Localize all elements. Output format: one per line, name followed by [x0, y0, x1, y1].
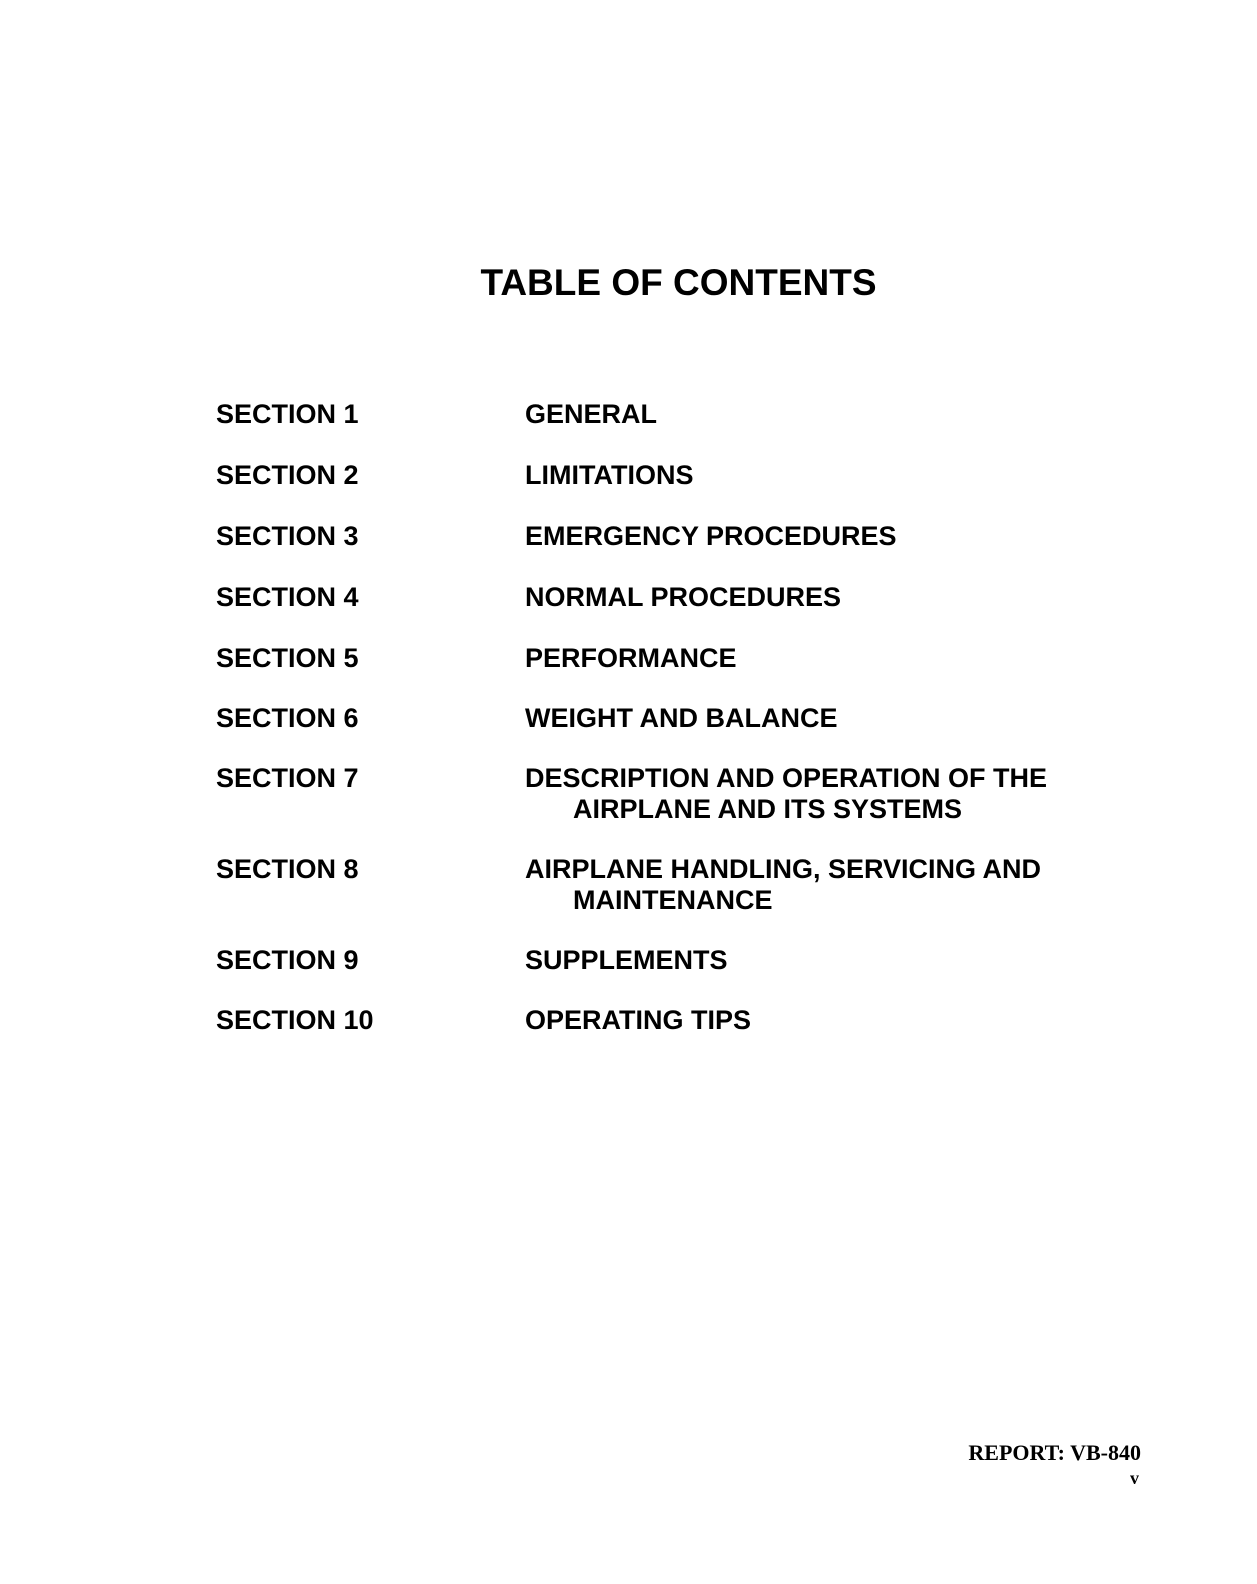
- section-title-line: MAINTENANCE: [573, 885, 773, 915]
- section-title-line: GENERAL: [525, 399, 658, 429]
- section-title-line: EMERGENCY PROCEDURES: [525, 521, 897, 551]
- section-title: [525, 582, 1145, 613]
- section-number: SECTION 5: [216, 643, 359, 673]
- section-number: SECTION 6: [216, 703, 359, 733]
- report-number: REPORT: VB-840: [968, 1440, 1141, 1465]
- section-number: SECTION 3: [216, 521, 359, 551]
- section-title-line: OPERATING TIPS: [525, 1005, 752, 1035]
- section-number: SECTION 1: [216, 399, 359, 429]
- section-number: SECTION 7: [216, 763, 359, 793]
- section-title: [525, 643, 1145, 674]
- section-number: SECTION 2: [216, 460, 359, 490]
- section-title: [525, 460, 1145, 491]
- section-title: [525, 945, 1145, 976]
- section-number: SECTION 10: [216, 1005, 374, 1035]
- section-title-line: SUPPLEMENTS: [525, 945, 728, 975]
- section-title-line: WEIGHT AND BALANCE: [525, 703, 838, 733]
- section-title: [525, 399, 1145, 430]
- section-number: SECTION 9: [216, 945, 359, 975]
- section-title-line: AIRPLANE AND ITS SYSTEMS: [573, 794, 963, 824]
- section-number: SECTION 4: [216, 582, 359, 612]
- page-number: v: [1130, 1468, 1139, 1488]
- section-title: [525, 703, 1145, 734]
- section-number: SECTION 8: [216, 854, 359, 884]
- section-title: [525, 521, 1145, 552]
- section-title: [525, 854, 1145, 916]
- section-title-line: LIMITATIONS: [525, 460, 694, 490]
- section-title: [525, 763, 1145, 825]
- section-title-line: NORMAL PROCEDURES: [525, 582, 842, 612]
- page-title: TABLE OF CONTENTS: [480, 262, 877, 303]
- section-title: [525, 1005, 1145, 1036]
- section-title-line: DESCRIPTION AND OPERATION OF THE: [525, 763, 1048, 793]
- section-title-line: AIRPLANE HANDLING, SERVICING AND: [525, 854, 1042, 884]
- section-title-line: PERFORMANCE: [525, 643, 737, 673]
